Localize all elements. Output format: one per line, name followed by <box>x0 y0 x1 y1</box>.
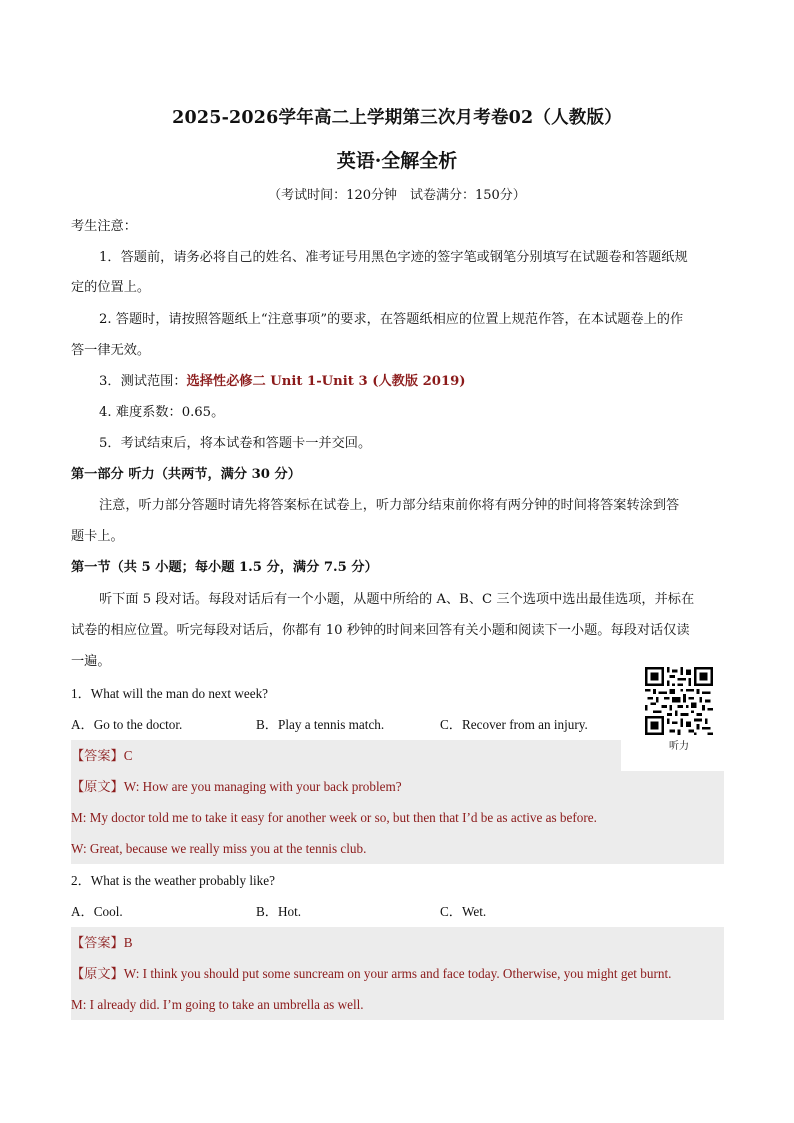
test-scope: 选择性必修二 Unit 1-Unit 3 (人教版 2019) <box>186 374 466 389</box>
exam-meta: （考试时间：120分钟 试卷满分：150分） <box>268 188 526 203</box>
part1-heading: 第一部分 听力（共两节，满分 30 分） <box>71 467 301 482</box>
transcript-label: 【原文】 <box>71 966 124 981</box>
page-subtitle: 英语·全解全析 <box>336 150 458 172</box>
question-1-stem: 1．What will the man do next week? <box>71 686 269 701</box>
notice-item-3 <box>71 366 754 397</box>
transcript-label: 【原文】 <box>71 779 124 794</box>
question-1-option-c[interactable]: C．Recover from an injury. <box>440 717 588 732</box>
question-2-option-b[interactable]: B．Hot. <box>256 904 302 919</box>
part1-note-cont: 题卡上。 <box>71 529 124 544</box>
transcript-line: W: Great, because we really miss you at the tennis club. <box>71 841 367 856</box>
question-2-option-c[interactable]: C．Wet. <box>440 904 487 919</box>
answer-text: 【答案】C <box>71 748 133 763</box>
question-1-answer <box>71 740 621 771</box>
transcript-line: W: I think you should put some suncream on your arms and face today. Otherwise, you might get burnt. <box>123 966 672 981</box>
transcript-line: W: How are you managing with your back problem? <box>123 779 402 794</box>
transcript-line: M: My doctor told me to take it easy for another week or so, but then that I’d be as active as before. <box>71 810 597 825</box>
notice-item-3-prefix: 3．测试范围： <box>99 374 187 389</box>
transcript-line: M: I already did. I’m going to take an umbrella as well. <box>71 997 364 1012</box>
notice-item-1-cont: 定的位置上。 <box>71 280 151 295</box>
section1-instructions: 听下面 5 段对话。每段对话后有一个小题，从题中所给的 A、B、C 三个选项中选出最佳选项，并标在 <box>99 592 695 607</box>
section1-instructions-cont: 试卷的相应位置。听完每段对话后，你都有 10 秒钟的时间来回答有关小题和阅读下一小题。每段对话仅读 <box>71 623 690 638</box>
qr-code-label: 听力 <box>669 741 689 752</box>
question-2-option-a[interactable]: A．Cool. <box>71 904 123 919</box>
section1-heading: 第一节（共 5 小题；每小题 1.5 分，满分 7.5 分） <box>71 560 378 575</box>
question-1-transcript <box>71 771 724 864</box>
question-2-answer-block <box>71 927 724 1020</box>
notice-heading: 考生注意： <box>71 219 137 234</box>
page-title: 2025-2026学年高二上学期第三次月考卷02（人教版） <box>172 108 622 128</box>
notice-item-2: 2. 答题时，请按照答题纸上“注意事项”的要求，在答题纸相应的位置上规范作答，在本试题卷上的作 <box>99 312 684 327</box>
notice-item-5: 5．考试结束后，将本试卷和答题卡一并交回。 <box>99 436 372 451</box>
notice-item-2-cont: 答一律无效。 <box>71 343 151 358</box>
section1-instructions-end: 一遍。 <box>71 654 111 669</box>
part1-note: 注意，听力部分答题时请先将答案标在试卷上，听力部分结束前你将有两分钟的时间将答案转涂到答 <box>99 498 680 513</box>
notice-item-1: 1．答题前，请务必将自己的姓名、准考证号用黑色字迹的签字笔或钢笔分别填写在试题卷和答题纸规 <box>99 250 688 265</box>
question-2-stem: 2．What is the weather probably like? <box>71 873 275 888</box>
notice-item-4: 4. 难度系数：0.65。 <box>99 405 225 420</box>
answer-text: 【答案】B <box>71 935 133 950</box>
question-1-option-b[interactable]: B．Play a tennis match. <box>256 717 385 732</box>
question-1-option-a[interactable]: A．Go to the doctor. <box>71 717 183 732</box>
